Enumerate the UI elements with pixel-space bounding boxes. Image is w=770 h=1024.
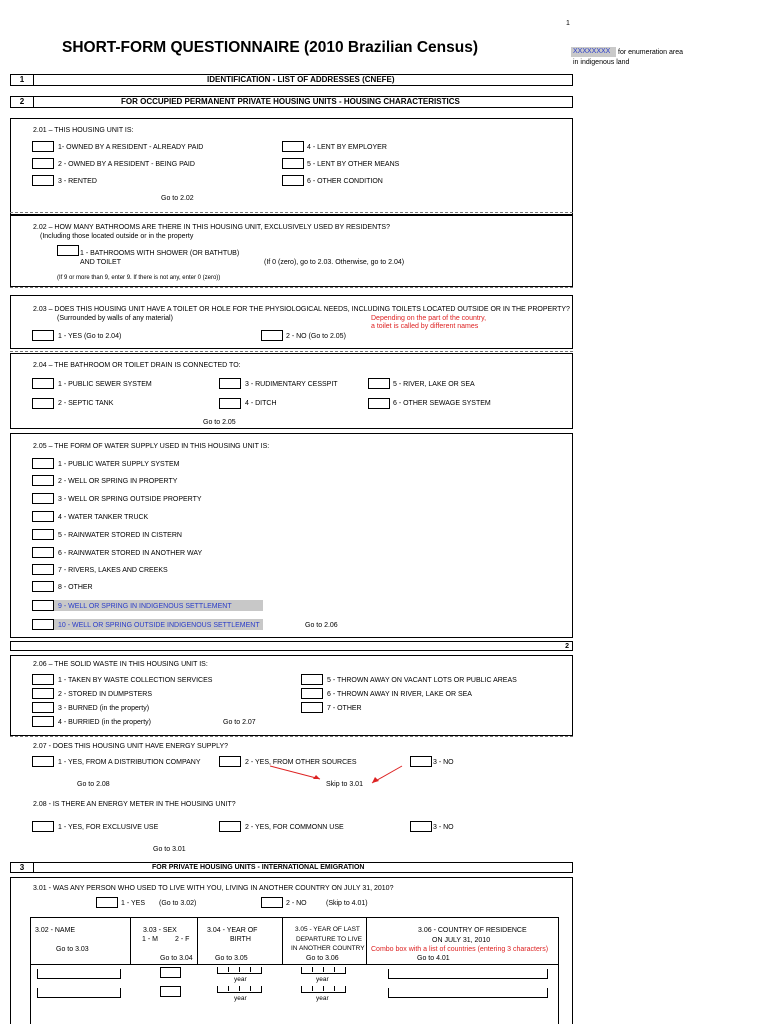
goto-text: Go to 2.02 [161,195,194,202]
question-text: 2.08 - IS THERE AN ENERGY METER IN THE HOUSING UNIT? [33,801,236,808]
departure-year-input[interactable] [301,967,346,974]
table-divider [197,917,198,965]
option-label: 1 - BATHROOMS WITH SHOWER (OR BATHTUB) [80,250,240,257]
combo-note: Combo box with a list of countries (entering 3 characters) [371,946,549,953]
option-label: 1 - PUBLIC SEWER SYSTEM [58,381,152,388]
checkbox-2-05-opt2[interactable] [32,475,54,486]
page-break-bar [10,641,573,651]
checkbox-2-01-opt5[interactable] [282,158,304,169]
checkbox-2-05-opt8[interactable] [32,581,54,592]
goto-text: Go to 2.06 [305,622,338,629]
arrow-head [372,777,379,783]
checkbox-2-08-opt2[interactable] [219,821,241,832]
country-input[interactable] [388,988,548,998]
goto-text: (If 0 (zero), go to 2.03. Otherwise, go to 2.04) [264,259,405,266]
option-label: 4 - WATER TANKER TRUCK [58,514,149,521]
divider [10,287,573,288]
checkbox-2-05-opt3[interactable] [32,493,54,504]
question-text: 2.06 – THE SOLID WASTE IN THIS HOUSING UNIT IS: [33,661,208,668]
column-header: 3.04 - YEAR OF [207,927,258,934]
checkbox-2-08-opt3[interactable] [410,821,432,832]
column-header: 3.02 - NAME [35,927,76,934]
goto-text: Go to 3.03 [56,946,89,953]
option-label: 1 - YES, FOR EXCLUSIVE USE [58,824,159,831]
divider [10,736,573,737]
checkbox-2-06-opt1[interactable] [32,674,54,685]
option-label: 1 - TAKEN BY WASTE COLLECTION SERVICES [58,677,213,684]
country-input[interactable] [388,969,548,979]
enumeration-note: for enumeration area [618,49,683,56]
section-number: 2 [11,96,34,108]
question-text: 2.01 – THIS HOUSING UNIT IS: [33,127,134,134]
option-label: 9 - WELL OR SPRING IN INDIGENOUS SETTLEMENT [58,603,232,610]
column-header-2: BIRTH [230,936,251,943]
goto-text: Go to 3.04 [160,955,193,962]
checkbox-2-04-opt6[interactable] [368,398,390,409]
checkbox-2-04-opt1[interactable] [32,378,54,389]
option-label: 1 - YES [121,900,145,907]
section-number: 1 [11,74,34,86]
option-label: 6 - RAINWATER STORED IN ANOTHER WAY [58,550,203,557]
sex-input[interactable] [160,967,181,978]
checkbox-2-04-opt4[interactable] [219,398,241,409]
option-label: 4 - BURRIED (in the property) [58,719,151,726]
option-label: 5 - RIVER, LAKE OR SEA [393,381,475,388]
option-label: 2 - STORED IN DUMPSTERS [58,691,152,698]
section-number: 3 [11,862,34,873]
birth-year-input[interactable] [217,967,262,974]
year-caption: year [316,976,329,983]
table-divider [366,917,367,965]
column-header-2: ON JULY 31, 2010 [432,937,491,944]
checkbox-2-05-opt10[interactable] [32,619,54,630]
checkbox-2-06-opt4[interactable] [32,716,54,727]
skip-text: Skip to 3.01 [326,781,363,788]
digit-tick [334,967,335,972]
checkbox-2-03-no[interactable] [261,330,283,341]
checkbox-2-05-opt5[interactable] [32,529,54,540]
page-marker: 2 [565,643,569,650]
checkbox-2-01-opt4[interactable] [282,141,304,152]
question-text: 2.04 – THE BATHROOM OR TOILET DRAIN IS CONNECTED TO: [33,362,241,369]
checkbox-2-05-opt6[interactable] [32,547,54,558]
name-input[interactable] [37,969,121,979]
checkbox-2-07-opt2[interactable] [219,756,241,767]
column-header-2: DEPARTURE TO LIVE [296,936,362,943]
checkbox-2-01-opt3[interactable] [32,175,54,186]
option-label: 3 - NO [433,824,454,831]
option-label: 5 - THROWN AWAY ON VACANT LOTS OR PUBLIC AREAS [327,677,517,684]
checkbox-2-06-opt5[interactable] [301,674,323,685]
option-label: 7 - OTHER [327,705,362,712]
checkbox-2-05-opt7[interactable] [32,564,54,575]
option-label: 10 - WELL OR SPRING OUTSIDE INDIGENOUS SETTLEMENT [58,622,260,629]
option-label: 3 - NO [433,759,454,766]
option-label: 2 - YES, FROM OTHER SOURCES [245,759,357,766]
option-label: 3 - WELL OR SPRING OUTSIDE PROPERTY [58,496,202,503]
goto-text: Go to 2.07 [223,719,256,726]
checkbox-2-05-opt4[interactable] [32,511,54,522]
digit-tick [239,986,240,991]
departure-year-input[interactable] [301,986,346,993]
regional-note-2: a toilet is called by different names [371,323,479,330]
digit-tick [334,986,335,991]
checkbox-2-03-yes[interactable] [32,330,54,341]
checkbox-2-06-opt3[interactable] [32,702,54,713]
option-label: 6 - OTHER SEWAGE SYSTEM [393,400,491,407]
goto-text: Go to 3.05 [215,955,248,962]
column-header-3: IN ANOTHER COUNTRY [291,945,365,952]
checkbox-2-06-opt7[interactable] [301,702,323,713]
column-header: 3.06 - COUNTRY OF RESIDENCE [418,927,527,934]
skip-text: (Skip to 4.01) [326,900,368,907]
section-2-header [10,96,573,108]
question-text: 2.03 – DOES THIS HOUSING UNIT HAVE A TOILET OR HOLE FOR THE PHYSIOLOGICAL NEEDS, INCLUDING TOILETS LOCATED OUTSIDE OR IN THE PROPERTY? [33,306,570,313]
digit-tick [250,986,251,991]
option-label: 6 - OTHER CONDITION [307,178,383,185]
section-title: IDENTIFICATION - LIST OF ADDRESSES (CNEFE) [207,75,395,84]
option-label: 2 - YES, FOR COMMONN USE [245,824,344,831]
divider [10,351,573,352]
checkbox-2-01-opt6[interactable] [282,175,304,186]
name-input[interactable] [37,988,121,998]
option-label: 4 - DITCH [245,400,277,407]
table-divider [30,964,559,965]
option-label: 1 - YES, FROM A DISTRIBUTION COMPANY [58,759,201,766]
checkbox-2-04-opt5[interactable] [368,378,390,389]
section-3-header [10,862,573,873]
year-caption: year [316,995,329,1002]
checkbox-2-01-opt2[interactable] [32,158,54,169]
checkbox-2-07-opt1[interactable] [32,756,54,767]
checkbox-2-04-opt2[interactable] [32,398,54,409]
option-label: 3 - RUDIMENTARY CESSPIT [245,381,338,388]
option-label: 1- OWNED BY A RESIDENT - ALREADY PAID [58,144,204,151]
option-label: 2 - OWNED BY A RESIDENT - BEING PAID [58,161,195,168]
option-label: 5 - RAINWATER STORED IN CISTERN [58,532,182,539]
option-label: 1 - PUBLIC WATER SUPPLY SYSTEM [58,461,180,468]
year-caption: year [234,995,247,1002]
sex-input[interactable] [160,986,181,997]
checkbox-2-06-opt2[interactable] [32,688,54,699]
goto-text: Go to 4.01 [417,955,450,962]
checkbox-2-05-opt9[interactable] [32,600,54,611]
page-title: SHORT-FORM QUESTIONNAIRE (2010 Brazilian Census) [62,39,478,56]
goto-text: Go to 2.08 [77,781,110,788]
question-text: 2.02 – HOW MANY BATHROOMS ARE THERE IN THIS HOUSING UNIT, EXCLUSIVELY USED BY RESIDENTS? [33,224,390,231]
sex-option-f: 2 - F [175,936,190,943]
question-subtext: (Including those located outside or in the property [40,233,194,240]
year-caption: year [234,976,247,983]
option-label: 2 - NO [286,900,307,907]
goto-text: Go to 2.05 [203,419,236,426]
goto-text: Go to 3.01 [153,846,186,853]
digit-tick [323,986,324,991]
column-header: 3.05 - YEAR OF LAST [295,926,360,933]
table-divider [130,917,131,965]
option-label: 4 - LENT BY EMPLOYER [307,144,387,151]
digit-tick [312,986,313,991]
page-number: 1 [566,20,570,27]
bathroom-count-field[interactable] [57,245,79,256]
question-text: 2.07 - DOES THIS HOUSING UNIT HAVE ENERGY SUPPLY? [33,743,229,750]
section-1-header [10,74,573,86]
section-title: FOR OCCUPIED PERMANENT PRIVATE HOUSING UNITS - HOUSING CHARACTERISTICS [121,97,460,106]
digit-tick [228,986,229,991]
checkbox-3-01-no[interactable] [261,897,283,908]
option-label: 7 - RIVERS, LAKES AND CREEKS [58,567,168,574]
option-label: 1 - YES (Go to 2.04) [58,333,122,340]
divider [10,212,573,213]
question-subtext: (Surrounded by walls of any material) [57,315,173,322]
question-frame-2-03 [10,295,573,349]
birth-year-input[interactable] [217,986,262,993]
sex-option-m: 1 - M [142,936,158,943]
column-header: 3.03 - SEX [143,927,177,934]
option-label: 2 - NO (Go to 2.05) [286,333,346,340]
digit-tick [239,967,240,972]
table-divider [282,917,283,965]
arrow-line [270,766,320,779]
checkbox-2-01-opt1[interactable] [32,141,54,152]
option-label: 2 - SEPTIC TANK [58,400,114,407]
option-label: 3 - BURNED (in the property) [58,705,150,712]
regional-note: Depending on the part of the country, [371,315,487,322]
checkbox-2-08-opt1[interactable] [32,821,54,832]
checkbox-3-01-yes[interactable] [96,897,118,908]
digit-tick [250,967,251,972]
digit-tick [228,967,229,972]
option-label: 8 - OTHER [58,584,93,591]
option-label: 5 - LENT BY OTHER MEANS [307,161,400,168]
option-label: 6 - THROWN AWAY IN RIVER, LAKE OR SEA [327,691,472,698]
question-text: 3.01 - WAS ANY PERSON WHO USED TO LIVE WITH YOU, LIVING IN ANOTHER COUNTRY ON JULY 31, 2010? [33,885,394,892]
footnote: (If 9 or more than 9, enter 9. If there is not any, enter 0 (zero)) [57,275,221,281]
option-label-2: AND TOILET [80,259,121,266]
question-text: 2.05 – THE FORM OF WATER SUPPLY USED IN THIS HOUSING UNIT IS: [33,443,270,450]
goto-text: Go to 3.06 [306,955,339,962]
option-label: 2 - WELL OR SPRING IN PROPERTY [58,478,178,485]
enumeration-note-2: in indigenous land [573,59,630,66]
checkbox-2-07-opt3[interactable] [410,756,432,767]
checkbox-2-04-opt3[interactable] [219,378,241,389]
section-title: FOR PRIVATE HOUSING UNITS - INTERNATIONAL EMIGRATION [152,864,365,871]
checkbox-2-05-opt1[interactable] [32,458,54,469]
digit-tick [312,967,313,972]
digit-tick [323,967,324,972]
enumeration-code: XXXXXXXX [571,47,616,57]
goto-text: (Go to 3.02) [159,900,197,907]
option-label: 3 - RENTED [58,178,97,185]
checkbox-2-06-opt6[interactable] [301,688,323,699]
